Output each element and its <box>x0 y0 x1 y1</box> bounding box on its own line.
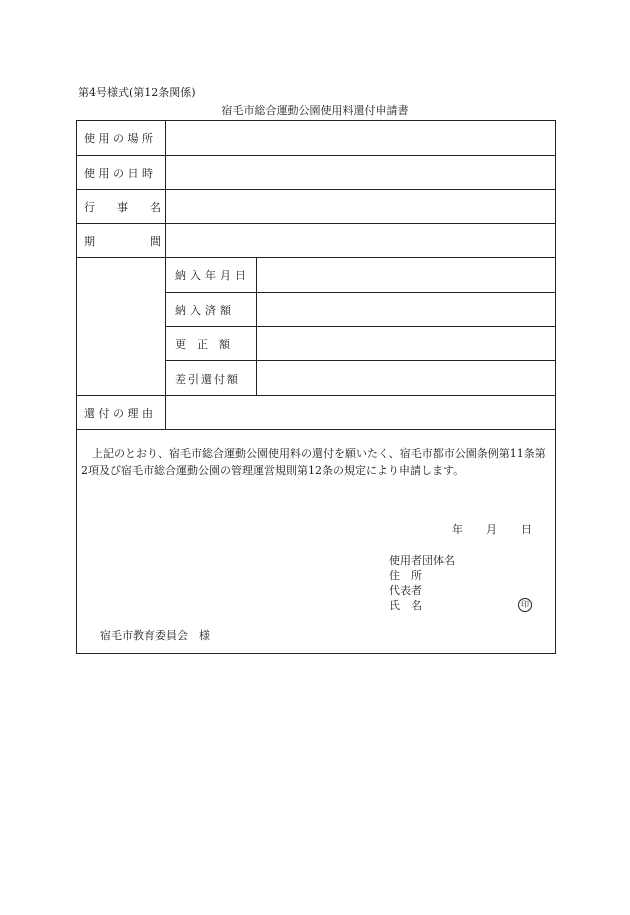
addressee: 宿毛市教育委員会 様 <box>100 629 210 642</box>
corrected-amount-field[interactable] <box>257 327 555 360</box>
date-year: 年 <box>452 523 463 536</box>
form-title: 宿毛市総合運動公園使用料還付申請書 <box>221 104 409 117</box>
place-row <box>77 121 555 156</box>
period-row <box>77 224 555 258</box>
reason-row <box>77 396 555 430</box>
paid-amount-row <box>166 293 555 327</box>
event-row <box>77 190 555 224</box>
reason-field[interactable] <box>166 396 555 429</box>
corrected-amount-row <box>166 327 555 361</box>
applicant-group-name: 使用者団体名 <box>389 554 455 567</box>
event-field[interactable] <box>166 190 555 223</box>
date-month: 月 <box>486 523 497 536</box>
refund-amount-row <box>166 361 555 396</box>
payment-blank-label <box>77 258 166 395</box>
period-label: 期 間 <box>77 224 166 257</box>
applicant-address: 住 所 <box>389 569 422 582</box>
reason-label: 還 付 の 理 由 <box>77 396 166 429</box>
seal-mark-icon: 印 <box>518 598 532 612</box>
corrected-amount-label: 更 正 額 <box>166 327 257 360</box>
paid-amount-label: 納入済額 <box>166 293 257 326</box>
refund-amount-label: 差引還付額 <box>166 361 257 396</box>
date-day: 日 <box>521 523 532 536</box>
place-label: 使 用 の 場 所 <box>77 121 166 155</box>
form-number: 第4号様式(第12条関係) <box>78 86 196 99</box>
application-statement: 上記のとおり、宿毛市総合運動公園使用料の還付を願いたく、宿毛市都市公園条例第11条第2項及び宿毛市総合運動公園の管理運営規則第12条の規定により申請します。 <box>81 447 546 477</box>
datetime-label: 使 用 の 日 時 <box>77 156 166 189</box>
event-label: 行 事 名 <box>77 190 166 223</box>
place-field[interactable] <box>166 121 555 155</box>
payment-date-row <box>166 258 555 293</box>
refund-amount-field[interactable] <box>257 361 555 396</box>
applicant-name: 氏 名 <box>389 599 422 612</box>
paid-amount-field[interactable] <box>257 293 555 326</box>
period-field[interactable] <box>166 224 555 257</box>
datetime-row <box>77 156 555 190</box>
application-form <box>76 120 556 654</box>
payment-date-field[interactable] <box>257 258 555 292</box>
applicant-representative: 代表者 <box>389 584 422 597</box>
payment-date-label: 納入年月日 <box>166 258 257 292</box>
datetime-field[interactable] <box>166 156 555 189</box>
